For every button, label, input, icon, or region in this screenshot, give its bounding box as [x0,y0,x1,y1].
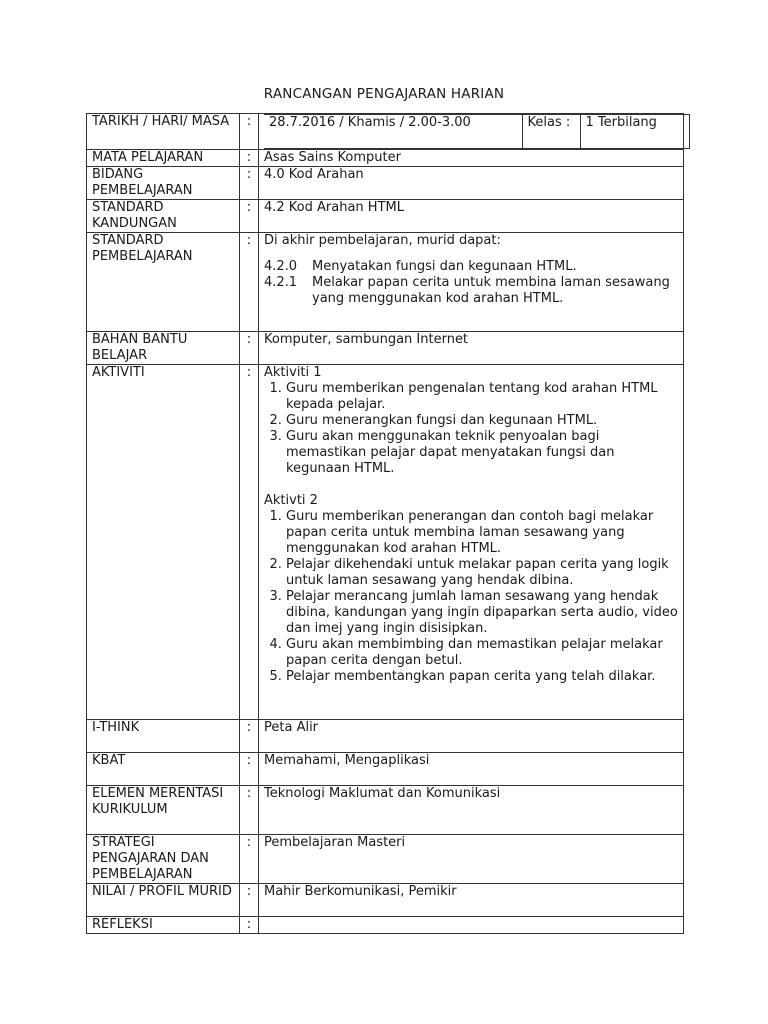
colon: : [240,150,259,167]
aktiviti-2-list [264,509,678,685]
value-aktiviti [259,365,684,720]
value-strategi: Pembelajaran Masteri [259,835,684,884]
row-refleksi [87,917,684,934]
value-kbat: Memahami, Mengaplikasi [259,753,684,786]
sp-item [264,259,678,275]
aktiviti-2-title: Aktivti 2 [264,493,318,508]
value-elemen: Teknologi Maklumat dan Komunikasi [259,786,684,835]
row-elemen [87,786,684,835]
value-standard-kandungan: 4.2 Kod Arahan HTML [259,200,684,233]
label-bidang: BIDANG PEMBELAJARAN [87,167,240,200]
label-aktiviti: AKTIVITI [87,365,240,720]
page-title: RANCANGAN PENGAJARAN HARIAN [263,86,505,102]
aktiviti-1-title: Aktiviti 1 [264,365,322,380]
row-nilai [87,884,684,917]
row-kbat [87,753,684,786]
colon: : [240,786,259,835]
row-standard-kandungan [87,200,684,233]
value-bahan-bantu: Komputer, sambungan Internet [259,332,684,365]
label-mata-pelajaran: MATA PELAJARAN [87,150,240,167]
value-standard-pembelajaran [259,233,684,332]
colon: : [240,233,259,332]
list-item: 1. Guru memberikan pengenalan tentang kod arahan HTML kepada pelajar. [286,381,678,413]
sp-item-num: 4.2.0 [264,259,298,274]
list-item: 2. Guru menerangkan fungsi dan kegunaan HTML. [286,413,678,429]
label-tarikh: TARIKH / HARI/ MASA [87,114,240,150]
sp-item-text: Menyatakan fungsi dan kegunaan HTML. [312,259,577,274]
value-nilai: Mahir Berkomunikasi, Pemikir [259,884,684,917]
colon: : [240,365,259,720]
label-kbat: KBAT [87,753,240,786]
row-tarikh [87,114,684,150]
colon: : [240,167,259,200]
value-bidang: 4.0 Kod Arahan [259,167,684,200]
lesson-plan-table [86,113,684,934]
label-strategi: STRATEGI PENGAJARAN DAN PEMBELAJARAN [87,835,240,884]
row-bidang [87,167,684,200]
label-bahan-bantu: BAHAN BANTU BELAJAR [87,332,240,365]
row-aktiviti [87,365,684,720]
sp-item-num: 4.2.1 [264,275,298,290]
label-elemen: ELEMEN MERENTASI KURIKULUM [87,786,240,835]
list-item: 3. Pelajar merancang jumlah laman sesawang yang hendak dibina, kandungan yang ingin dipaparkan serta audio, video dan imej yang ingin disisipkan. [286,589,678,637]
label-refleksi: REFLEKSI [87,917,240,934]
label-standard-kandungan: STANDARD KANDUNGAN [87,200,240,233]
list-item: 1. Guru memberikan penerangan dan contoh bagi melakar papan cerita untuk membina laman sesawang yang menggunakan kod arahan HTML. [286,509,678,557]
sp-item [264,275,678,307]
value-tarikh-cell [259,114,684,150]
list-item: 2. Pelajar dikehendaki untuk melakar papan cerita yang logik untuk laman sesawang yang hendak dibina. [286,557,678,589]
sp-intro: Di akhir pembelajaran, murid dapat: [264,233,501,248]
value-kelas: 1 Terbilang [580,115,689,149]
label-kelas: Kelas : [522,115,580,149]
colon: : [240,753,259,786]
value-tarikh: 28.7.2016 / Khamis / 2.00-3.00 [264,115,522,149]
row-ithink [87,720,684,753]
list-item: 4. Guru akan membimbing dan memastikan pelajar melakar papan cerita dengan betul. [286,637,678,669]
label-nilai: NILAI / PROFIL MURID [87,884,240,917]
value-refleksi[interactable] [259,917,684,934]
colon: : [240,200,259,233]
row-standard-pembelajaran [87,233,684,332]
aktiviti-1-list [264,381,678,477]
colon: : [240,720,259,753]
row-strategi [87,835,684,884]
sp-item-text: Melakar papan cerita untuk membina laman sesawang yang menggunakan kod arahan HTML. [312,275,670,306]
list-item: 3. Guru akan menggunakan teknik penyoalan bagi memastikan pelajar dapat menyatakan fungsi dan kegunaan HTML. [286,429,678,477]
colon: : [240,835,259,884]
colon: : [240,114,259,150]
list-item: 5. Pelajar membentangkan papan cerita yang telah dilakar. [286,669,678,685]
row-bahan-bantu [87,332,684,365]
sp-list [264,259,678,307]
colon: : [240,332,259,365]
colon: : [240,917,259,934]
label-standard-pembelajaran: STANDARD PEMBELAJARAN [87,233,240,332]
label-ithink: I-THINK [87,720,240,753]
value-mata-pelajaran: Asas Sains Komputer [259,150,684,167]
row-mata-pelajaran [87,150,684,167]
value-ithink: Peta Alir [259,720,684,753]
tarikh-kelas-table [264,114,690,149]
colon: : [240,884,259,917]
